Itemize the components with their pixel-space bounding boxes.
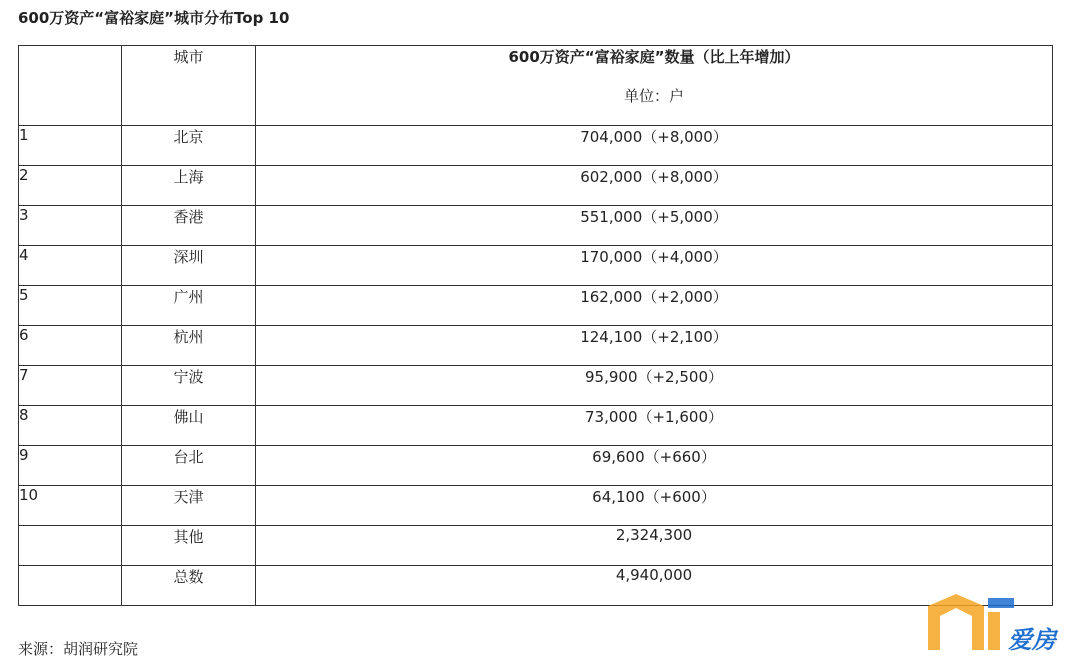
table-header-row (19, 46, 1053, 126)
table-row (19, 366, 1053, 406)
rank-cell: 8 (19, 406, 122, 446)
count-cell: 602,000（+8,000） (256, 166, 1053, 206)
count-cell: 64,100（+600） (256, 486, 1053, 526)
table-row (19, 446, 1053, 486)
count-cell: 4,940,000 (256, 566, 1053, 606)
table-row (19, 166, 1053, 206)
count-cell: 124,100（+2,100） (256, 326, 1053, 366)
table-row (19, 126, 1053, 166)
rank-cell: 2 (19, 166, 122, 206)
rank-cell (19, 526, 122, 566)
count-cell: 73,000（+1,600） (256, 406, 1053, 446)
header-city-cell: 城市 (122, 46, 256, 126)
city-cell: 杭州 (122, 326, 256, 366)
rank-cell: 3 (19, 206, 122, 246)
table-row (19, 406, 1053, 446)
table-row-other (19, 526, 1053, 566)
city-distribution-table (18, 45, 1053, 606)
city-cell: 天津 (122, 486, 256, 526)
header-count-unit: 单位：户 (623, 87, 684, 105)
count-cell: 170,000（+4,000） (256, 246, 1053, 286)
table-row-total (19, 566, 1053, 606)
city-cell: 其他 (122, 526, 256, 566)
city-cell: 广州 (122, 286, 256, 326)
table-row (19, 486, 1053, 526)
count-cell: 95,900（+2,500） (256, 366, 1053, 406)
count-cell: 2,324,300 (256, 526, 1053, 566)
count-cell: 704,000（+8,000） (256, 126, 1053, 166)
header-count-cell (256, 46, 1053, 126)
table-row (19, 246, 1053, 286)
table-row (19, 286, 1053, 326)
city-cell: 宁波 (122, 366, 256, 406)
rank-cell: 1 (19, 126, 122, 166)
city-cell: 北京 (122, 126, 256, 166)
rank-cell: 5 (19, 286, 122, 326)
city-cell: 香港 (122, 206, 256, 246)
header-count-title: 600万资产“富裕家庭”数量（比上年增加） (508, 48, 800, 66)
rank-cell: 4 (19, 246, 122, 286)
table-row (19, 206, 1053, 246)
city-cell: 佛山 (122, 406, 256, 446)
page-title: 600万资产“富裕家庭”城市分布Top 10 (18, 9, 290, 27)
city-cell: 深圳 (122, 246, 256, 286)
city-cell: 上海 (122, 166, 256, 206)
count-cell: 551,000（+5,000） (256, 206, 1053, 246)
rank-cell: 9 (19, 446, 122, 486)
house-logo-icon (926, 592, 1080, 652)
count-cell: 162,000（+2,000） (256, 286, 1053, 326)
watermark-text: 爱房 (1008, 626, 1056, 654)
city-cell: 台北 (122, 446, 256, 486)
city-cell: 总数 (122, 566, 256, 606)
rank-cell: 10 (19, 486, 122, 526)
count-cell: 69,600（+660） (256, 446, 1053, 486)
rank-cell: 7 (19, 366, 122, 406)
header-rank-cell (19, 46, 122, 126)
rank-cell (19, 566, 122, 606)
source-note: 来源：胡润研究院 (18, 640, 139, 658)
rank-cell: 6 (19, 326, 122, 366)
table-row (19, 326, 1053, 366)
